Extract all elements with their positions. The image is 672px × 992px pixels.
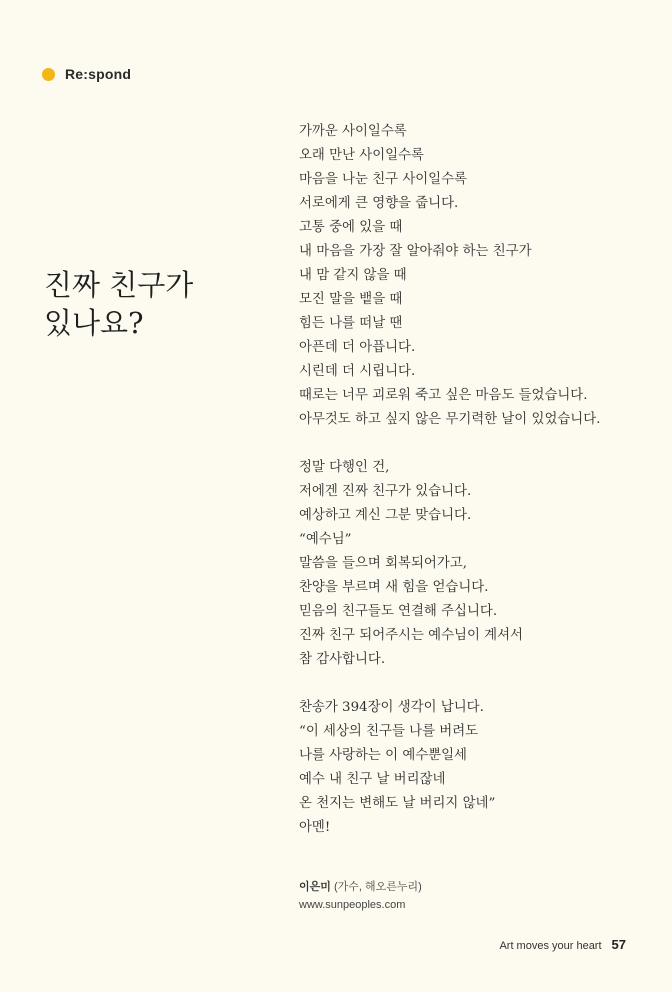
headline bbox=[44, 266, 244, 342]
poem-line: 찬양을 부르며 새 힘을 얻습니다. bbox=[299, 580, 489, 595]
headline-line-2: 있나요? bbox=[44, 306, 144, 340]
poem-line: 예수 내 친구 날 버리잖네 bbox=[299, 772, 446, 787]
section-dot-icon bbox=[42, 68, 55, 81]
poem-line: “이 세상의 친구들 나를 버려도 bbox=[299, 724, 479, 739]
poem-line: 정말 다행인 건, bbox=[299, 460, 390, 475]
author-credit bbox=[299, 878, 422, 911]
author-url: www.sunpeoples.com bbox=[299, 899, 406, 911]
poem-line: 아무것도 하고 싶지 않은 무기력한 날이 있었습니다. bbox=[299, 412, 601, 427]
section-label: Re:spond bbox=[65, 66, 132, 82]
footer-tagline: Art moves your heart bbox=[499, 940, 602, 952]
section-tag bbox=[42, 66, 131, 82]
poem-line: 모진 말을 뱉을 때 bbox=[299, 292, 403, 307]
poem-line: 찬송가 394장이 생각이 납니다. bbox=[299, 700, 484, 715]
poem-line: 예상하고 계신 그분 맞습니다. bbox=[299, 508, 472, 523]
poem-line: 나를 사랑하는 이 예수뿐일세 bbox=[299, 748, 467, 763]
poem-line: 참 감사합니다. bbox=[299, 652, 386, 667]
poem-stanza bbox=[299, 696, 659, 840]
poem-line: 아멘! bbox=[299, 820, 331, 835]
poem-line: 가까운 사이일수록 bbox=[299, 124, 407, 139]
poem-line: 내 마음을 가장 잘 알아줘야 하는 친구가 bbox=[299, 244, 532, 259]
poem-line: 오래 만난 사이일수록 bbox=[299, 148, 424, 163]
poem-line: 힘든 나를 떠날 땐 bbox=[299, 316, 403, 331]
poem-stanza bbox=[299, 120, 659, 432]
poem-line: 아픈데 더 아픕니다. bbox=[299, 340, 416, 355]
poem-line: 마음을 나눈 친구 사이일수록 bbox=[299, 172, 467, 187]
poem-line: 시린데 더 시립니다. bbox=[299, 364, 416, 379]
poem-line: 온 천지는 변해도 날 버리지 않네” bbox=[299, 796, 496, 811]
poem-line: 서로에게 큰 영향을 줍니다. bbox=[299, 196, 459, 211]
poem-body bbox=[299, 120, 659, 864]
poem-line: 내 맘 같지 않을 때 bbox=[299, 268, 407, 283]
poem-line: 믿음의 친구들도 연결해 주십니다. bbox=[299, 604, 498, 619]
poem-line: “예수님” bbox=[299, 532, 352, 547]
poem-line: 때로는 너무 괴로워 죽고 싶은 마음도 들었습니다. bbox=[299, 388, 588, 403]
page-footer bbox=[499, 937, 626, 952]
author-name: 이은미 bbox=[299, 881, 331, 893]
poem-line: 말씀을 들으며 회복되어가고, bbox=[299, 556, 467, 571]
page-number: 57 bbox=[611, 937, 626, 952]
poem-stanza bbox=[299, 456, 659, 672]
poem-line: 진짜 친구 되어주시는 예수님이 계셔서 bbox=[299, 628, 523, 643]
author-role: (가수, 해오른누리) bbox=[330, 881, 422, 893]
poem-line: 고통 중에 있을 때 bbox=[299, 220, 403, 235]
poem-line: 저에겐 진짜 친구가 있습니다. bbox=[299, 484, 472, 499]
headline-line-1: 진짜 친구가 bbox=[44, 268, 194, 302]
